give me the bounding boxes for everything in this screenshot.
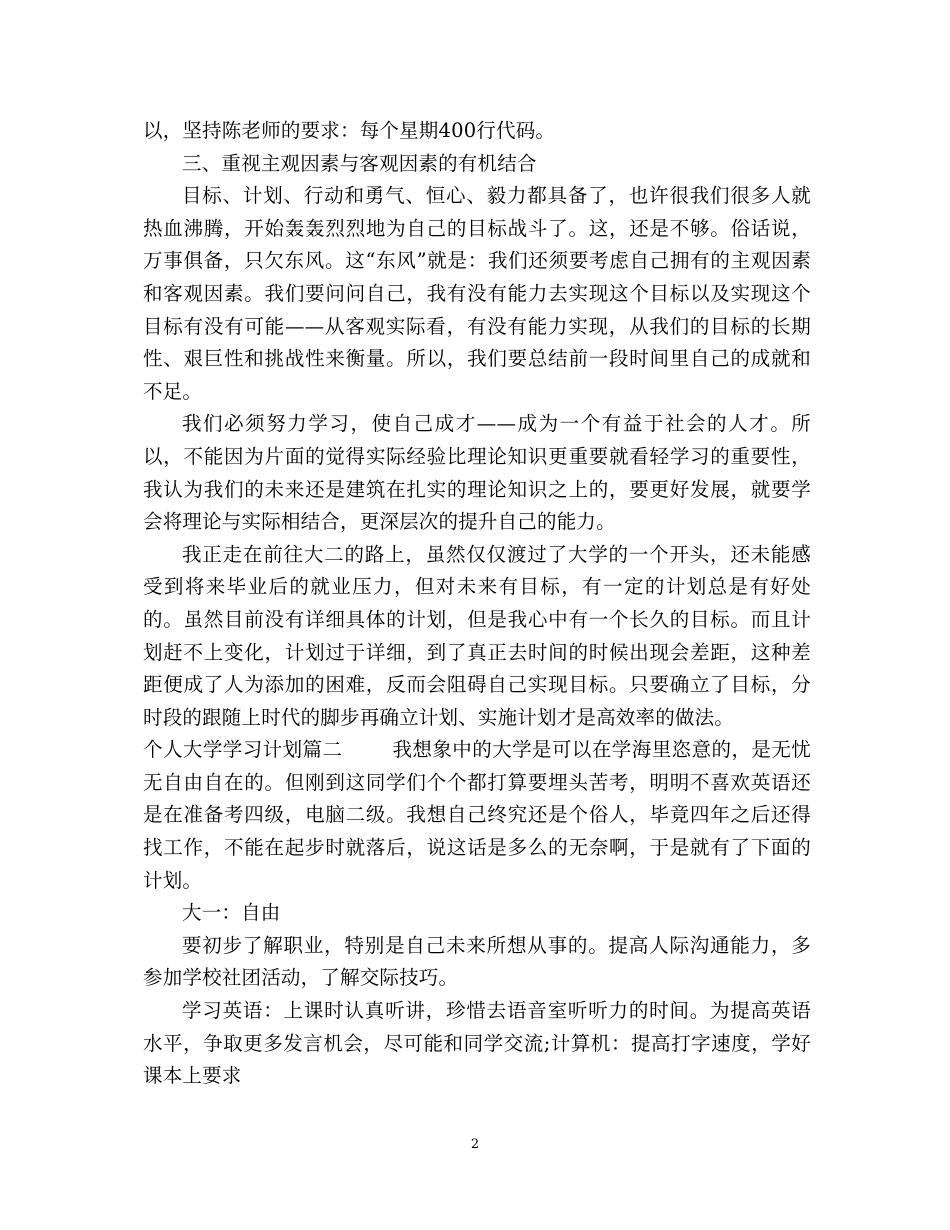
paragraph: 目标、计划、行动和勇气、恒心、毅力都具备了，也许很我们很多人就热血沸腾，开始轰轰烈烈地为自己的目标战斗了。这，还是不够。俗话说，万事俱备，只欠东风。这“东风”就是：我们还须要考虑自己拥有的主观因素和客观因素。我们要问问自己，我有没有能力去实现这个目标以及实现这个目标有没有可能——从客观实际看，有没有能力实现，从我们的目标的长期性、艰巨性和挑战性来衡量。所以，我们要总结前一段时间里自己的成就和不足。 xyxy=(143,184,811,403)
paragraph: 我正走在前往大二的路上，虽然仅仅渡过了大学的一个开头，还未能感受到将来毕业后的就业压力，但对未来有目标，有一定的计划总是有好处的。虽然目前没有详细具体的计划，但是我心中有一个长久的目标。而且计划赶不上变化，计划过于详细，到了真正去时间的时候出现会差距，这种差距便成了人为添加的困难，反而会阻碍自己实现目标。只要确立了目标，分时段的跟随上时代的脚步再确立计划、实施计划才是高效率的做法。 xyxy=(143,542,811,729)
paragraph-with-heading xyxy=(143,734,811,897)
page-number: 2 xyxy=(470,1137,480,1152)
article-heading: 个人大学学习计划篇二 xyxy=(143,738,343,762)
paragraph: 我们必须努力学习，使自己成才——成为一个有益于社会的人才。所以，不能因为片面的觉得实际经验比理论知识更重要就看轻学习的重要性，我认为我们的未来还是建筑在扎实的理论知识之上的，要更好发展，就要学会将理论与实际相结合，更深层次的提升自己的能力。 xyxy=(143,412,811,534)
paragraph-text: 我想象中的大学是可以在学海里恣意的，是无忧无自由自在的。但刚到这同学们个个都打算要埋头苦考，明明不喜欢英语还是在准备考四级，电脑二级。我想自己终究还是个俗人，毕竟四年之后还得找工作，不能在起步时就落后，说这话是多么的无奈啊，于是就有了下面的计划。 xyxy=(143,738,811,892)
paragraph: 以，坚持陈老师的要求：每个星期400行代码。 xyxy=(143,119,556,142)
section-heading: 三、重视主观因素与客观因素的有机结合 xyxy=(182,151,537,175)
document-body xyxy=(143,115,811,1093)
paragraph: 要初步了解职业，特别是自己未来所想从事的。提高人际沟通能力，多参加学校社团活动，了解交际技巧。 xyxy=(143,933,811,990)
section-heading: 大一：自由 xyxy=(182,901,281,925)
paragraph: 学习英语：上课时认真听讲，珍惜去语音室听听力的时间。为提高英语水平，争取更多发言机会，尽可能和同学交流;计算机：提高打字速度，学好课本上要求 xyxy=(143,999,811,1088)
